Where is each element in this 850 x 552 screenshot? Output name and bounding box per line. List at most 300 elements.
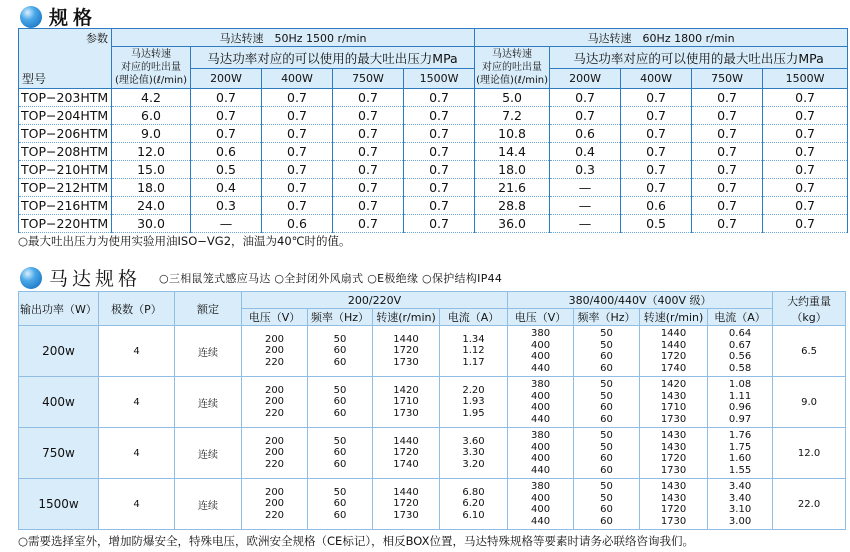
a-freq-cell bbox=[308, 377, 373, 428]
model-cell: TOP−208HTM bbox=[19, 143, 112, 161]
b-current-cell-value: 1.55 bbox=[728, 464, 752, 476]
a-voltage-cell bbox=[242, 479, 308, 530]
a-current-cell-value: 6.10 bbox=[462, 509, 485, 521]
pressure-60-cell: — bbox=[550, 215, 621, 233]
power-header: 200W bbox=[191, 69, 262, 89]
flow-60-cell: 36.0 bbox=[475, 215, 550, 233]
freq-header: 频率（Hz） bbox=[574, 309, 640, 326]
a-speed-cell bbox=[373, 377, 440, 428]
spec-note: ○最大吐出压力为使用实验用油ISO−VG2，油温为40℃时的值。 bbox=[18, 234, 351, 248]
a-current-cell bbox=[440, 428, 508, 479]
a-voltage-cell bbox=[242, 428, 308, 479]
b-freq-cell-value: 50 bbox=[600, 328, 613, 339]
pressure-60-cell: 0.7 bbox=[763, 215, 848, 233]
power-cell: 400w bbox=[19, 377, 99, 428]
a-current-cell-value: 1.93 bbox=[462, 396, 485, 408]
b-speed-cell-value: 1730 bbox=[660, 515, 687, 527]
pressure-50-cell: 0.7 bbox=[404, 89, 475, 107]
pressure-60-cell: 0.7 bbox=[692, 125, 763, 143]
b-current-cell bbox=[708, 377, 773, 428]
pressure-60-cell: 0.4 bbox=[550, 143, 621, 161]
flow-50-cell: 12.0 bbox=[112, 143, 191, 161]
a-voltage-cell-value: 200 bbox=[264, 498, 285, 510]
b-speed-cell-value: 1730 bbox=[660, 464, 687, 476]
a-speed-cell-value: 1440 bbox=[393, 435, 419, 447]
b-current-cell-value: 3.40 bbox=[728, 492, 752, 504]
a-speed-cell-value: 1730 bbox=[393, 356, 419, 368]
a-speed-cell-value: 1720 bbox=[393, 345, 419, 357]
a-voltage-cell-value: 220 bbox=[264, 356, 285, 368]
pressure-60-cell: 0.6 bbox=[550, 125, 621, 143]
b-speed-cell-value: 1440 bbox=[660, 339, 687, 351]
spec-section-title: 规格 bbox=[49, 7, 98, 29]
pressure-60-cell: 0.7 bbox=[692, 107, 763, 125]
pressure-50-cell: 0.7 bbox=[191, 125, 262, 143]
pressure-title-50: 马达功率对应的可以使用的最大吐出压力MPa bbox=[191, 47, 475, 69]
pressure-60-cell: 0.7 bbox=[621, 161, 692, 179]
flow-50-cell: 18.0 bbox=[112, 179, 191, 197]
a-voltage-cell-value: 200 bbox=[264, 435, 285, 447]
b-freq-cell-value: 50 bbox=[600, 481, 613, 492]
group-60hz-title: 马达转速 60Hz 1800 r/min bbox=[475, 29, 848, 47]
weight-column-header: 大约重量 （kg） bbox=[773, 292, 846, 326]
a-freq-cell-value: 60 bbox=[333, 509, 347, 521]
voltage-group-a-header: 200/220V bbox=[242, 292, 508, 309]
b-current-cell-value: 0.96 bbox=[728, 402, 752, 413]
pressure-50-cell: 0.4 bbox=[191, 179, 262, 197]
pressure-50-cell: 0.7 bbox=[404, 161, 475, 179]
b-freq-cell-value: 50 bbox=[600, 441, 613, 453]
pressure-title-60: 马达功率对应的可以使用的最大吐出压力MPa bbox=[550, 47, 848, 69]
motor-section-title: 马达规格 bbox=[49, 268, 142, 290]
b-current-cell-value: 0.58 bbox=[728, 362, 752, 374]
pressure-60-cell: 0.7 bbox=[621, 179, 692, 197]
circle-bullet-icon bbox=[20, 267, 42, 289]
a-current-cell-value: 3.30 bbox=[462, 447, 485, 459]
pressure-60-cell: 0.7 bbox=[550, 89, 621, 107]
b-freq-cell-value: 50 bbox=[600, 339, 613, 351]
pressure-60-cell: 0.7 bbox=[763, 107, 848, 125]
a-current-cell bbox=[440, 326, 508, 377]
b-voltage-cell bbox=[508, 428, 574, 479]
b-speed-cell-value: 1420 bbox=[660, 379, 687, 390]
pressure-60-cell: 0.7 bbox=[763, 125, 848, 143]
pressure-50-cell: 0.7 bbox=[262, 197, 333, 215]
pressure-50-cell: 0.7 bbox=[333, 89, 404, 107]
circle-bullet-icon bbox=[20, 6, 42, 28]
b-voltage-cell-value: 400 bbox=[531, 390, 551, 402]
pressure-60-cell: — bbox=[550, 197, 621, 215]
weight-cell: 6.5 bbox=[773, 326, 846, 377]
pressure-60-cell: 0.5 bbox=[621, 215, 692, 233]
pressure-50-cell: 0.7 bbox=[262, 179, 333, 197]
motor-spec-table bbox=[18, 291, 846, 530]
b-current-cell bbox=[708, 326, 773, 377]
spec-row bbox=[19, 179, 848, 197]
pressure-50-cell: 0.7 bbox=[333, 179, 404, 197]
rating-cell: 连续 bbox=[175, 326, 242, 377]
a-freq-cell-value: 60 bbox=[333, 345, 347, 357]
a-voltage-cell-value: 220 bbox=[264, 509, 285, 521]
pressure-50-cell: 0.7 bbox=[404, 179, 475, 197]
flow-50-cell: 24.0 bbox=[112, 197, 191, 215]
power-header: 1500W bbox=[404, 69, 475, 89]
pressure-60-cell: 0.7 bbox=[692, 197, 763, 215]
a-speed-cell bbox=[373, 479, 440, 530]
b-voltage-cell bbox=[508, 326, 574, 377]
b-current-cell bbox=[708, 428, 773, 479]
a-speed-cell-value: 1730 bbox=[393, 509, 419, 521]
freq-header: 频率（Hz） bbox=[308, 309, 373, 326]
weight-cell: 22.0 bbox=[773, 479, 846, 530]
b-freq-cell-value: 60 bbox=[600, 453, 613, 464]
a-freq-cell-value: 50 bbox=[333, 435, 347, 447]
b-speed-cell-value: 1430 bbox=[660, 390, 687, 402]
b-freq-cell-value: 60 bbox=[600, 402, 613, 413]
b-current-cell-value: 1.76 bbox=[728, 430, 752, 441]
pressure-60-cell: 0.7 bbox=[763, 179, 848, 197]
pressure-60-cell: 0.3 bbox=[550, 161, 621, 179]
pressure-50-cell: 0.7 bbox=[333, 161, 404, 179]
b-speed-cell bbox=[640, 479, 708, 530]
flow-60-cell: 28.8 bbox=[475, 197, 550, 215]
b-current-cell-value: 1.75 bbox=[728, 441, 752, 453]
pressure-50-cell: — bbox=[191, 215, 262, 233]
power-header: 400W bbox=[262, 69, 333, 89]
flow-60-cell: 5.0 bbox=[475, 89, 550, 107]
pressure-50-cell: 0.7 bbox=[404, 197, 475, 215]
power-header: 750W bbox=[692, 69, 763, 89]
b-voltage-cell-value: 400 bbox=[531, 492, 551, 504]
motor-row bbox=[19, 326, 846, 377]
voltage-group-b-header: 380/400/440V（400V 级） bbox=[508, 292, 773, 309]
current-header: 电流（A） bbox=[708, 309, 773, 326]
b-freq-cell-value: 50 bbox=[600, 390, 613, 402]
b-voltage-cell-value: 440 bbox=[531, 515, 551, 527]
b-voltage-cell bbox=[508, 479, 574, 530]
pressure-60-cell: 0.7 bbox=[763, 161, 848, 179]
model-cell: TOP−216HTM bbox=[19, 197, 112, 215]
flow-50-cell: 30.0 bbox=[112, 215, 191, 233]
pressure-50-cell: 0.7 bbox=[333, 197, 404, 215]
motor-note: ○需要选择室外，增加防爆安全，特殊电压，欧洲安全规格（CE标记），相反BOX位置，马达特殊规格等要素时请务必联络咨询我们。 bbox=[18, 534, 694, 548]
pressure-50-cell: 0.7 bbox=[333, 125, 404, 143]
pressure-60-cell: — bbox=[550, 179, 621, 197]
poles-cell: 4 bbox=[99, 377, 175, 428]
power-header: 750W bbox=[333, 69, 404, 89]
pressure-50-cell: 0.7 bbox=[262, 143, 333, 161]
spec-row bbox=[19, 161, 848, 179]
b-freq-cell-value: 60 bbox=[600, 413, 613, 425]
pressure-60-cell: 0.7 bbox=[621, 107, 692, 125]
b-voltage-cell-value: 400 bbox=[531, 504, 551, 515]
b-speed-cell-value: 1430 bbox=[660, 430, 687, 441]
b-freq-cell-value: 60 bbox=[600, 362, 613, 374]
spec-row bbox=[19, 107, 848, 125]
b-speed-cell-value: 1740 bbox=[660, 362, 687, 374]
b-speed-cell-value: 1440 bbox=[660, 328, 687, 339]
motor-section-heading bbox=[20, 264, 502, 291]
flow-50-cell: 4.2 bbox=[112, 89, 191, 107]
b-current-cell-value: 0.64 bbox=[728, 328, 752, 339]
param-model-corner-cell bbox=[19, 29, 112, 89]
power-header: 400W bbox=[621, 69, 692, 89]
a-voltage-cell-value: 200 bbox=[264, 396, 285, 408]
pressure-50-cell: 0.7 bbox=[333, 143, 404, 161]
a-freq-cell-value: 60 bbox=[333, 356, 347, 368]
a-current-cell bbox=[440, 479, 508, 530]
power-cell: 1500w bbox=[19, 479, 99, 530]
pressure-60-cell: 0.7 bbox=[621, 89, 692, 107]
poles-cell: 4 bbox=[99, 428, 175, 479]
pressure-50-cell: 0.6 bbox=[262, 215, 333, 233]
a-speed-cell-value: 1720 bbox=[393, 498, 419, 510]
b-freq-cell-value: 50 bbox=[600, 379, 613, 390]
a-freq-cell-value: 60 bbox=[333, 407, 347, 419]
b-freq-cell bbox=[574, 428, 640, 479]
pressure-60-cell: 0.7 bbox=[692, 89, 763, 107]
b-speed-cell-value: 1430 bbox=[660, 481, 687, 492]
pressure-60-cell: 0.7 bbox=[621, 125, 692, 143]
b-speed-cell-value: 1730 bbox=[660, 413, 687, 425]
b-current-cell-value: 3.10 bbox=[728, 504, 752, 515]
b-speed-cell-value: 1430 bbox=[660, 441, 687, 453]
pressure-50-cell: 0.5 bbox=[191, 161, 262, 179]
b-current-cell-value: 3.40 bbox=[728, 481, 752, 492]
b-current-cell-value: 1.60 bbox=[728, 453, 752, 464]
a-freq-cell bbox=[308, 428, 373, 479]
poles-cell: 4 bbox=[99, 326, 175, 377]
a-speed-cell bbox=[373, 428, 440, 479]
pressure-50-cell: 0.7 bbox=[262, 161, 333, 179]
b-current-cell-value: 3.00 bbox=[728, 515, 752, 527]
a-speed-cell bbox=[373, 326, 440, 377]
pressure-60-cell: 0.7 bbox=[621, 143, 692, 161]
b-freq-cell bbox=[574, 377, 640, 428]
a-voltage-cell-value: 200 bbox=[264, 333, 285, 345]
pressure-50-cell: 0.6 bbox=[191, 143, 262, 161]
pressure-50-cell: 0.7 bbox=[191, 107, 262, 125]
a-speed-cell-value: 1710 bbox=[393, 396, 419, 408]
motor-row bbox=[19, 428, 846, 479]
a-speed-cell-value: 1740 bbox=[393, 458, 419, 470]
flow-label-60: 马达转速 对应的吐出量 (理论值)(ℓ/min) bbox=[475, 47, 550, 89]
a-speed-cell-value: 1420 bbox=[393, 384, 419, 396]
pressure-50-cell: 0.7 bbox=[404, 215, 475, 233]
speed-header: 转速(r/min) bbox=[373, 309, 440, 326]
a-current-cell bbox=[440, 377, 508, 428]
pressure-50-cell: 0.7 bbox=[262, 125, 333, 143]
power-header: 200W bbox=[550, 69, 621, 89]
a-current-cell-value: 6.20 bbox=[462, 498, 485, 510]
b-voltage-cell-value: 440 bbox=[531, 362, 551, 374]
b-freq-cell-value: 60 bbox=[600, 515, 613, 527]
b-voltage-cell-value: 400 bbox=[531, 351, 551, 362]
flow-60-cell: 10.8 bbox=[475, 125, 550, 143]
b-voltage-cell-value: 380 bbox=[531, 481, 551, 492]
model-cell: TOP−206HTM bbox=[19, 125, 112, 143]
pressure-60-cell: 0.7 bbox=[692, 179, 763, 197]
b-speed-cell-value: 1720 bbox=[660, 351, 687, 362]
spec-row bbox=[19, 125, 848, 143]
a-speed-cell-value: 1730 bbox=[393, 407, 419, 419]
spec-row bbox=[19, 89, 848, 107]
b-current-cell-value: 0.97 bbox=[728, 413, 752, 425]
b-voltage-cell-value: 400 bbox=[531, 402, 551, 413]
b-speed-cell-value: 1720 bbox=[660, 504, 687, 515]
model-cell: TOP−204HTM bbox=[19, 107, 112, 125]
pressure-60-cell: 0.7 bbox=[550, 107, 621, 125]
pump-spec-table bbox=[18, 28, 848, 233]
b-speed-cell bbox=[640, 377, 708, 428]
a-freq-cell-value: 50 bbox=[333, 333, 347, 345]
rating-cell: 连续 bbox=[175, 428, 242, 479]
poles-column-header: 极数（P） bbox=[99, 292, 175, 326]
pressure-50-cell: 0.7 bbox=[404, 143, 475, 161]
group-50hz-title: 马达转速 50Hz 1500 r/min bbox=[112, 29, 475, 47]
pressure-50-cell: 0.7 bbox=[333, 107, 404, 125]
pressure-50-cell: 0.7 bbox=[262, 107, 333, 125]
a-voltage-cell bbox=[242, 326, 308, 377]
a-voltage-cell-value: 200 bbox=[264, 447, 285, 459]
a-freq-cell bbox=[308, 326, 373, 377]
a-freq-cell bbox=[308, 479, 373, 530]
a-current-cell-value: 1.17 bbox=[462, 356, 485, 368]
a-freq-cell-value: 60 bbox=[333, 458, 347, 470]
a-current-cell-value: 1.95 bbox=[462, 407, 485, 419]
a-current-cell-value: 3.20 bbox=[462, 458, 485, 470]
pressure-60-cell: 0.7 bbox=[763, 143, 848, 161]
pressure-60-cell: 0.7 bbox=[763, 89, 848, 107]
motor-row bbox=[19, 377, 846, 428]
power-column-header: 输出功率（W） bbox=[19, 292, 99, 326]
speed-header: 转速(r/min) bbox=[640, 309, 708, 326]
motor-features: ○三相鼠笼式感应马达 ○全封闭外风扇式 ○E极绝缘 ○保护结构IP44 bbox=[159, 271, 503, 285]
a-current-cell-value: 6.80 bbox=[462, 486, 485, 498]
model-cell: TOP−210HTM bbox=[19, 161, 112, 179]
power-cell: 200w bbox=[19, 326, 99, 377]
b-voltage-cell-value: 380 bbox=[531, 430, 551, 441]
a-freq-cell-value: 60 bbox=[333, 396, 347, 408]
b-speed-cell-value: 1430 bbox=[660, 492, 687, 504]
b-speed-cell bbox=[640, 326, 708, 377]
pressure-60-cell: 0.7 bbox=[763, 197, 848, 215]
flow-50-cell: 6.0 bbox=[112, 107, 191, 125]
a-speed-cell-value: 1440 bbox=[393, 486, 419, 498]
b-voltage-cell-value: 440 bbox=[531, 413, 551, 425]
flow-label-50: 马达转速 对应的吐出量 (理论值)(ℓ/min) bbox=[112, 47, 191, 89]
b-freq-cell-value: 60 bbox=[600, 504, 613, 515]
pressure-60-cell: 0.7 bbox=[692, 161, 763, 179]
a-current-cell-value: 3.60 bbox=[462, 435, 485, 447]
pressure-50-cell: 0.7 bbox=[333, 215, 404, 233]
model-cell: TOP−203HTM bbox=[19, 89, 112, 107]
a-current-cell-value: 2.20 bbox=[462, 384, 485, 396]
a-speed-cell-value: 1440 bbox=[393, 333, 419, 345]
model-label: 型号 bbox=[22, 72, 47, 86]
b-voltage-cell-value: 400 bbox=[531, 453, 551, 464]
voltage-header: 电压（V） bbox=[242, 309, 308, 326]
pressure-60-cell: 0.7 bbox=[692, 143, 763, 161]
voltage-header: 电压（V） bbox=[508, 309, 574, 326]
pressure-60-cell: 0.7 bbox=[692, 215, 763, 233]
flow-50-cell: 15.0 bbox=[112, 161, 191, 179]
b-voltage-cell-value: 400 bbox=[531, 339, 551, 351]
b-freq-cell-value: 50 bbox=[600, 492, 613, 504]
rating-cell: 连续 bbox=[175, 479, 242, 530]
b-voltage-cell-value: 380 bbox=[531, 379, 551, 390]
a-voltage-cell-value: 220 bbox=[264, 458, 285, 470]
weight-cell: 9.0 bbox=[773, 377, 846, 428]
power-cell: 750w bbox=[19, 428, 99, 479]
flow-60-cell: 7.2 bbox=[475, 107, 550, 125]
pressure-50-cell: 0.7 bbox=[191, 89, 262, 107]
a-voltage-cell-value: 200 bbox=[264, 384, 285, 396]
model-cell: TOP−220HTM bbox=[19, 215, 112, 233]
b-voltage-cell-value: 400 bbox=[531, 441, 551, 453]
pressure-60-cell: 0.6 bbox=[621, 197, 692, 215]
param-label: 参数 bbox=[86, 32, 108, 45]
spec-row bbox=[19, 215, 848, 233]
b-freq-cell bbox=[574, 326, 640, 377]
pressure-50-cell: 0.7 bbox=[404, 107, 475, 125]
b-voltage-cell-value: 380 bbox=[531, 328, 551, 339]
pressure-50-cell: 0.7 bbox=[262, 89, 333, 107]
a-voltage-cell-value: 200 bbox=[264, 345, 285, 357]
b-speed-cell bbox=[640, 428, 708, 479]
b-current-cell-value: 0.56 bbox=[728, 351, 752, 362]
b-freq-cell-value: 50 bbox=[600, 430, 613, 441]
b-voltage-cell bbox=[508, 377, 574, 428]
model-cell: TOP−212HTM bbox=[19, 179, 112, 197]
pressure-50-cell: 0.7 bbox=[404, 125, 475, 143]
b-current-cell-value: 0.67 bbox=[728, 339, 752, 351]
a-speed-cell-value: 1720 bbox=[393, 447, 419, 459]
a-voltage-cell-value: 200 bbox=[264, 486, 285, 498]
spec-row bbox=[19, 197, 848, 215]
pressure-50-cell: 0.3 bbox=[191, 197, 262, 215]
a-voltage-cell-value: 220 bbox=[264, 407, 285, 419]
a-freq-cell-value: 50 bbox=[333, 384, 347, 396]
spec-row bbox=[19, 143, 848, 161]
power-header: 1500W bbox=[763, 69, 848, 89]
poles-cell: 4 bbox=[99, 479, 175, 530]
a-freq-cell-value: 60 bbox=[333, 498, 347, 510]
a-freq-cell-value: 50 bbox=[333, 486, 347, 498]
rating-column-header: 额定 bbox=[175, 292, 242, 326]
b-freq-cell bbox=[574, 479, 640, 530]
b-speed-cell-value: 1720 bbox=[660, 453, 687, 464]
b-freq-cell-value: 60 bbox=[600, 351, 613, 362]
b-voltage-cell-value: 440 bbox=[531, 464, 551, 476]
current-header: 电流（A） bbox=[440, 309, 508, 326]
spec-section-heading bbox=[20, 3, 97, 30]
a-freq-cell-value: 60 bbox=[333, 447, 347, 459]
a-voltage-cell bbox=[242, 377, 308, 428]
a-current-cell-value: 1.34 bbox=[462, 333, 485, 345]
weight-cell: 12.0 bbox=[773, 428, 846, 479]
a-current-cell-value: 1.12 bbox=[462, 345, 485, 357]
b-current-cell-value: 1.11 bbox=[728, 390, 752, 402]
flow-60-cell: 21.6 bbox=[475, 179, 550, 197]
flow-60-cell: 14.4 bbox=[475, 143, 550, 161]
flow-50-cell: 9.0 bbox=[112, 125, 191, 143]
motor-row bbox=[19, 479, 846, 530]
b-speed-cell-value: 1710 bbox=[660, 402, 687, 413]
rating-cell: 连续 bbox=[175, 377, 242, 428]
b-current-cell bbox=[708, 479, 773, 530]
b-freq-cell-value: 60 bbox=[600, 464, 613, 476]
